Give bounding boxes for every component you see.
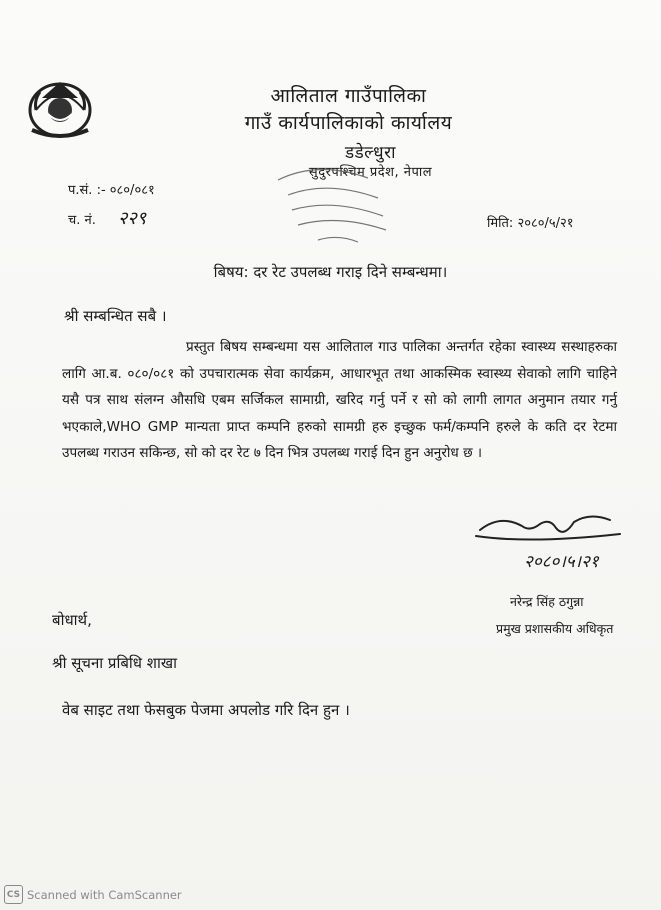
scanner-watermark-text: Scanned with CamScanner: [27, 887, 182, 902]
ref-cn-label: च. नं.: [68, 213, 96, 228]
signatory-name: नरेन्द्र सिंह ठगुन्ना: [510, 594, 584, 609]
subject-line: बिषय: दर रेट उपलब्ध गराइ दिने सम्बन्धमा।: [213, 263, 448, 281]
ref-ps-label: प.सं. :-: [68, 183, 106, 198]
office-stamp: [258, 150, 408, 250]
cc-label: बोधार्थ,: [52, 611, 92, 629]
header-municipality: आलिताल गाउँपालिका: [270, 85, 427, 107]
ref-cn-value: २२९: [118, 208, 147, 229]
ref-ps-value: ०८०/०८१: [109, 183, 155, 198]
ref-date-label: मिति:: [487, 216, 514, 231]
ref-cn: [68, 206, 146, 230]
signature-date: २०८०।५।२१: [524, 552, 599, 572]
signatory-title: प्रमुख प्रशासकीय अधिकृत: [496, 621, 614, 636]
ref-ps: [68, 180, 155, 198]
cc-note: वेब साइट तथा फेसबुक पेजमा अपलोड गरि दिन हुन ।: [62, 701, 350, 719]
scanner-watermark: [4, 885, 182, 904]
header-district: डडेल्धुरा: [344, 143, 396, 163]
header-province: सुदुरपश्चिम प्रदेश, नेपाल: [308, 165, 433, 180]
ref-date: [487, 213, 574, 231]
letter-body: [62, 334, 617, 467]
cc-recipient: श्री सूचना प्रबिधि शाखा: [52, 654, 178, 672]
addressee: श्री सम्बन्धित सबै ।: [64, 307, 167, 325]
camscanner-logo: CS: [4, 885, 23, 904]
ref-date-value: २०८०/५/२१: [517, 216, 574, 231]
header-office: गाउँ कार्यपालिकाको कार्यालय: [244, 112, 453, 134]
letter-body-text: प्रस्तुत बिषय सम्बन्धमा यस आलिताल गाउ पालिका अन्तर्गत रहेका स्वास्थ्य सस्थाहरुका लागि आ.ब. ०८०/०८१ को उपचारात्मक सेवा कार्यक्रम, आधारभूत तथा आकस्मिक स्वास्थ्य सेवाको लागि चाहिने यसै पत्र साथ संलग्न औसधि एबम सर्जिकल सामाग्री, खरिद गर्नु पर्ने र सो को लागी लागत अनुमान तयार गर्नु भएकाले,WHO GMP मान्यता प्राप्त कम्पनि हरुको सामग्री हरु इच्छुक फर्म/कम्पनि हरुले के कति दर रेटमा उपलब्ध गराउन सकिन्छ, सो को दर रेट ७ दिन भित्र उपलब्ध गराई दिन हुन अनुरोध छ ।: [62, 339, 617, 461]
